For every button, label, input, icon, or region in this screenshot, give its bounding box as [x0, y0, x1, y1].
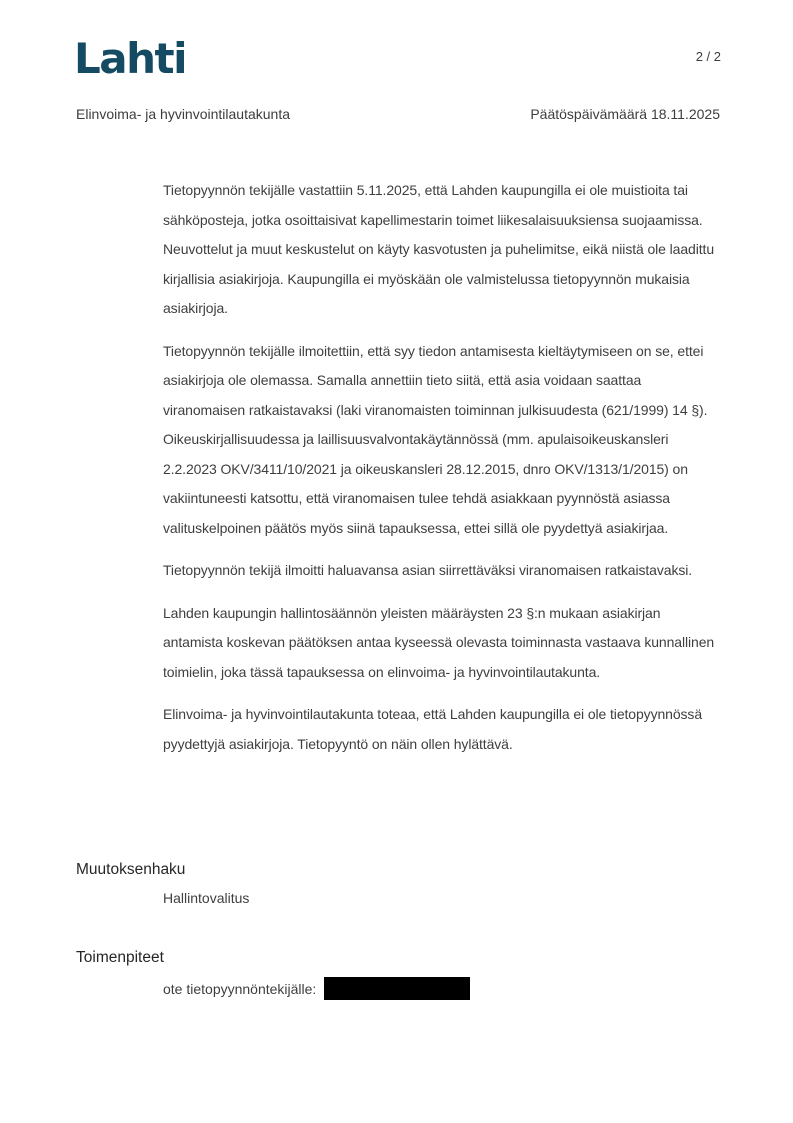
header-decision-date: Päätöspäivämäärä 18.11.2025: [530, 106, 720, 122]
body-paragraph: Elinvoima- ja hyvinvointilautakunta toteaa, että Lahden kaupungilla ei ole tietopyynnössä pyydettyjä asiakirjoja. Tietopyyntö on näin ollen hylättävä.: [163, 706, 703, 752]
muutoksenhaku-content: Hallintovalitus: [163, 890, 250, 906]
section-heading-muutoksenhaku: Muutoksenhaku: [76, 861, 186, 878]
lahti-logo: Lahti: [74, 34, 186, 83]
toimenpiteet-label: ote tietopyynnöntekijälle:: [163, 980, 317, 997]
body-paragraph: Tietopyynnön tekijälle vastattiin 5.11.2025, että Lahden kaupungilla ei ole muistioita tai sähköposteja, jotka osoittaisivat kapellimestarin toimet liikesalaisuuksiensa suojaamissa. Neuvottelut ja muut keskustelut on käyty kasvotusten ja puhelimitse, eikä niistä ole laadittu kirjallisia asiakirjoja. Kaupungilla ei myöskään ole valmistelussa tietopyynnön mukaisia asiakirjoja.: [163, 182, 715, 316]
header-committee-name: Elinvoima- ja hyvinvointilautakunta: [76, 106, 290, 122]
body-paragraph: Lahden kaupungin hallintosäännön yleisten määräysten 23 §:n mukaan asiakirjan antamista koskevan päätöksen antaa kyseessä olevasta toiminnasta vastaava kunnallinen toimielin, joka tässä tapauksessa on elinvoima- ja hyvinvointilautakunta.: [163, 604, 715, 680]
section-heading-toimenpiteet: Toimenpiteet: [76, 949, 164, 966]
body-paragraph: Tietopyynnön tekijä ilmoitti haluavansa asian siirrettäväksi viranomaisen ratkaistavaksi.: [163, 562, 693, 578]
document-header: [76, 106, 720, 122]
body-paragraph: Tietopyynnön tekijälle ilmoitettiin, että syy tiedon antamisesta kieltäytymiseen on se, ettei asiakirjoja ole olemassa. Samalla annettiin tieto siitä, että asia voidaan saattaa viranomaisen ratkaistavaksi (laki viranomaisten toiminnan julkisuudesta (621/1999) 14 §). Oikeuskirjallisuudessa ja laillisuusvalvontakäytännössä (mm. apulaisoikeuskansleri 2.2.2023 OKV/3411/10/2021 ja oikeuskansleri 28.12.2015, dnro OKV/1313/1/2015) on vakiintuneesti katsottu, että viranomaisen tulee tehdä asiakkaan pyynnöstä asiassa valituskelpoinen päätös myös siinä tapauksessa, ettei sillä ole pyydettyä asiakirjaa.: [163, 342, 708, 536]
toimenpiteet-content: [163, 977, 470, 1000]
document-body: [163, 176, 720, 772]
redacted-text-box: [324, 977, 470, 1000]
page-number: 2 / 2: [695, 49, 721, 64]
